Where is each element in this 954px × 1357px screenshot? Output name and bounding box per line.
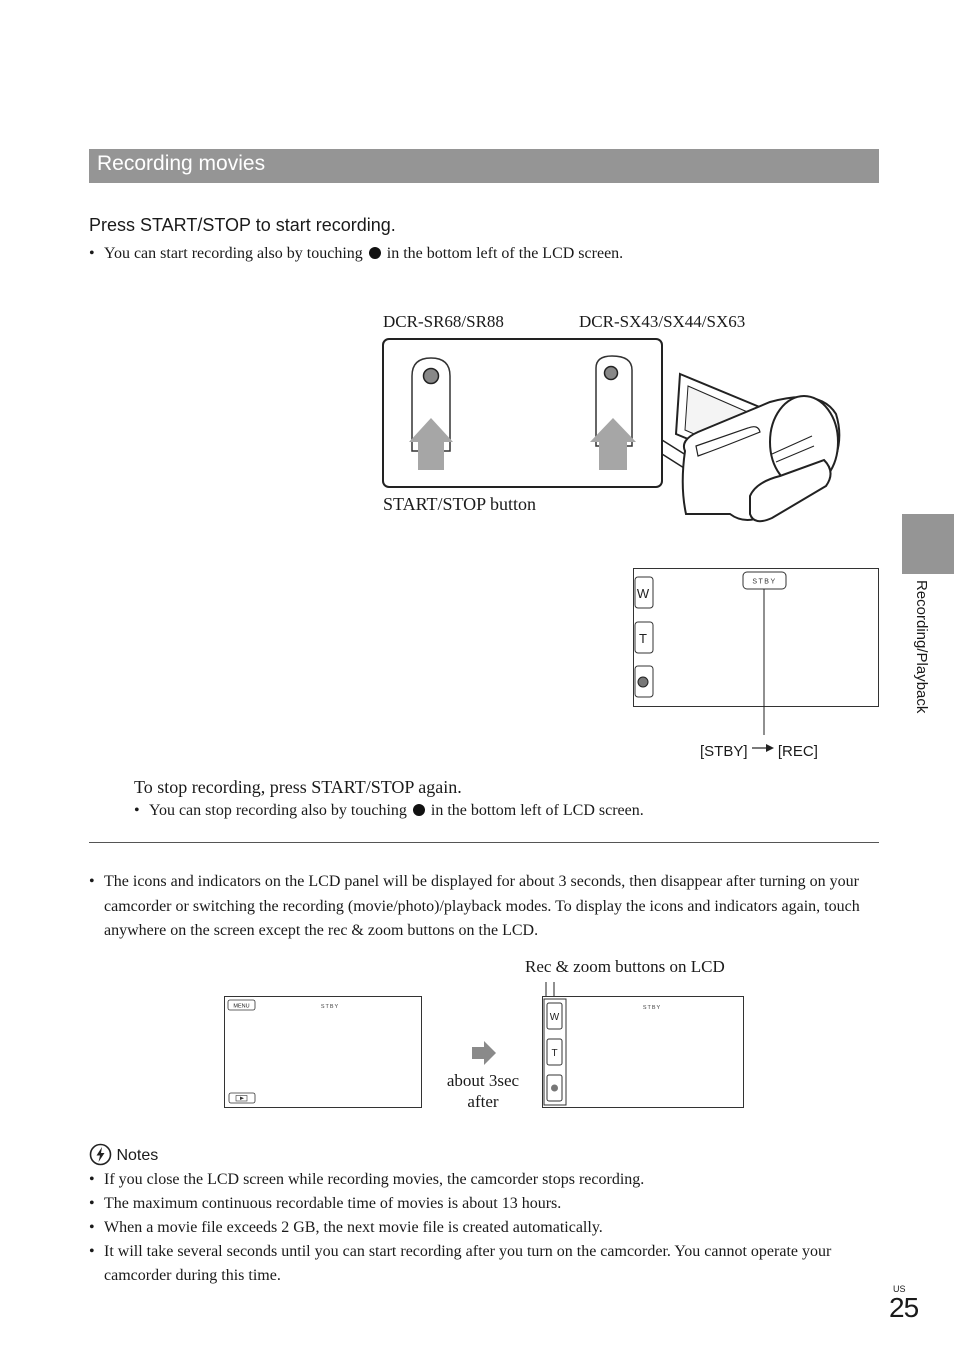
zoom-t-button bbox=[547, 1039, 562, 1065]
divider bbox=[89, 842, 879, 843]
stop-bullet-text-2: in the bottom left of LCD screen. bbox=[430, 802, 644, 819]
note-item: • The maximum continuous recordable time of movies is about 13 hours. bbox=[89, 1192, 879, 1216]
record-dot-icon bbox=[369, 247, 381, 259]
after-label-line2: after bbox=[467, 1092, 499, 1111]
section-title: Recording movies bbox=[97, 152, 266, 175]
lcd-screen-rec-zoom bbox=[540, 982, 748, 1110]
start-bullet: • You can start recording also by touching in the bottom left of the LCD screen. bbox=[89, 245, 624, 262]
info-item: • The icons and indicators on the LCD panel will be displayed for about 3 seconds, then disappear after turning on your camcorder or switching the recording (movie/photo)/playback modes. To display the icons and indicators again, touch anywhere on the screen except the rec & zoom buttons on the LCD. bbox=[89, 870, 879, 944]
start-bullet-text-2: in the bottom left of the LCD screen. bbox=[386, 245, 624, 262]
model-label-sr: DCR-SR68/SR88 bbox=[383, 312, 504, 331]
note-item: • When a movie file exceeds 2 GB, the next movie file is created automatically. bbox=[89, 1216, 879, 1240]
status-from: [STBY] bbox=[700, 743, 748, 760]
menu-button bbox=[228, 1000, 255, 1010]
zoom-w-text: W bbox=[636, 586, 650, 601]
info-list bbox=[89, 870, 879, 944]
zoom-w-button bbox=[635, 577, 653, 608]
stop-bullet: • You can stop recording also by touching in the bottom left of LCD screen. bbox=[134, 802, 644, 819]
stby-indicator-text: STBY bbox=[752, 578, 777, 586]
step-heading: Press START/STOP to start recording. bbox=[89, 215, 396, 235]
zoom-w-text: W bbox=[549, 1012, 560, 1023]
note-item: • If you close the LCD screen while recording movies, the camcorder stops recording. bbox=[89, 1168, 879, 1192]
rec-button bbox=[635, 666, 653, 697]
stby-to-rec-label bbox=[700, 743, 818, 760]
stby-text-small: STBY bbox=[320, 1004, 340, 1010]
rec-button bbox=[547, 1075, 562, 1101]
after-label bbox=[438, 1070, 528, 1112]
playback-button bbox=[229, 1093, 255, 1103]
page-number: 25 bbox=[889, 1292, 919, 1323]
arrow-right-icon bbox=[752, 739, 774, 756]
lcd-screen-with-icons bbox=[222, 994, 424, 1110]
start-stop-caption: START/STOP button bbox=[383, 494, 537, 514]
note-item: • It will take several seconds until you can start recording after you turn on the camcorder. You cannot operate your camcorder during this time. bbox=[89, 1240, 879, 1288]
status-to: [REC] bbox=[777, 743, 818, 760]
after-label-line1: about 3sec bbox=[446, 1071, 520, 1090]
zoom-t-text: T bbox=[551, 1048, 558, 1059]
stop-heading: To stop recording, press START/STOP again. bbox=[134, 777, 462, 797]
start-bullet-text-1: You can start recording also by touching bbox=[104, 245, 363, 262]
notes-heading-text: Notes bbox=[116, 1147, 159, 1164]
side-section-label: Recording/Playback bbox=[913, 580, 930, 714]
notes-heading bbox=[89, 1143, 158, 1171]
side-tab bbox=[902, 514, 954, 574]
rec-zoom-label: Rec & zoom buttons on LCD bbox=[525, 957, 725, 976]
menu-button-text: MENU bbox=[233, 1003, 250, 1010]
notes-list bbox=[89, 1168, 879, 1288]
model-label-sx: DCR-SX43/SX44/SX63 bbox=[579, 312, 746, 331]
zoom-w-button bbox=[547, 1003, 562, 1029]
arrow-right-icon bbox=[469, 1040, 499, 1066]
lcd-screen-stby bbox=[630, 565, 882, 740]
zoom-t-text: T bbox=[639, 631, 647, 646]
record-dot-icon bbox=[413, 804, 425, 816]
zoom-t-button bbox=[635, 622, 653, 653]
camcorder-body bbox=[676, 374, 839, 521]
page-region: US bbox=[893, 1284, 906, 1294]
stby-text-small: STBY bbox=[642, 1005, 662, 1011]
stop-bullet-text-1: You can stop recording also by touching bbox=[149, 802, 407, 819]
notes-icon bbox=[89, 1143, 112, 1171]
